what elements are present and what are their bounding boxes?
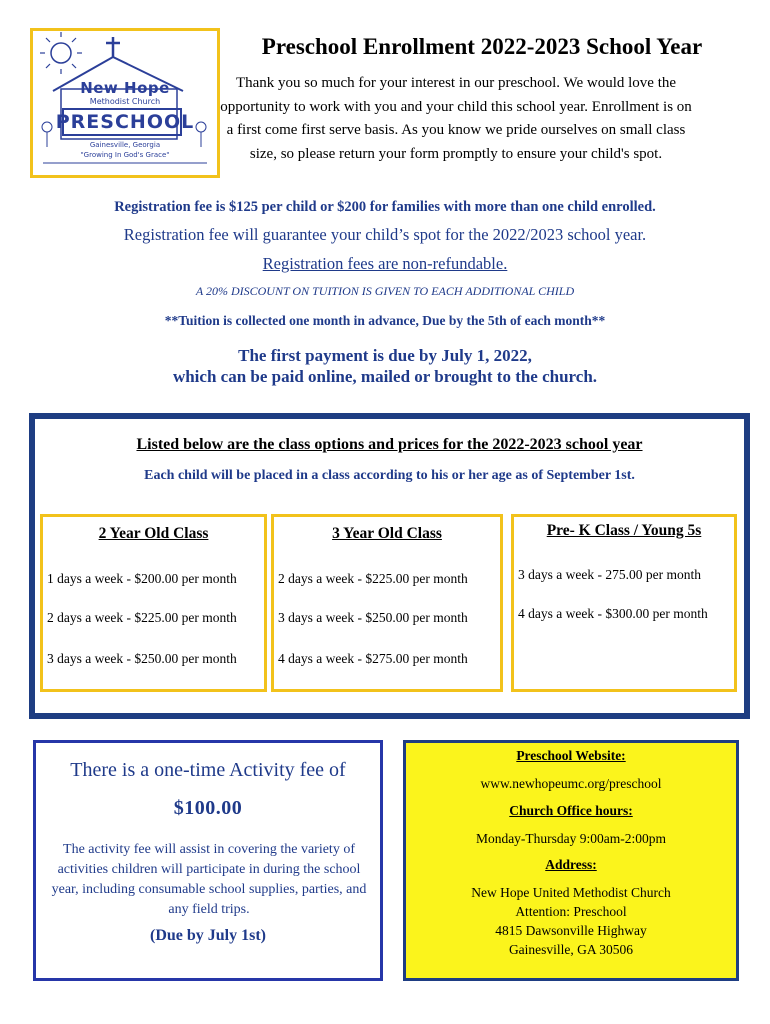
non-refundable-text (0, 254, 770, 274)
class-option-item: 4 days a week - $275.00 per month (278, 651, 468, 666)
first-payment-line2: which can be paid online, mailed or brought to the church. (172, 367, 598, 386)
class-column-title (514, 522, 734, 540)
class-column-title-label: 3 Year Old Class (332, 525, 442, 542)
address-line: Gainesville, GA 30506 (508, 942, 634, 957)
first-payment-line1: The first payment is due by July 1, 2022, (238, 346, 532, 365)
class-option-item: 3 days a week - 275.00 per month (518, 567, 701, 582)
class-column-title (43, 525, 264, 543)
logo-church: Methodist Church (89, 97, 161, 106)
class-option-item: 3 days a week - $250.00 per month (278, 610, 468, 625)
class-options-subheading: Each child will be placed in a class according to his or her age as of September 1st. (144, 468, 635, 483)
contact-info-box (403, 740, 739, 981)
activity-fee-box (33, 740, 383, 981)
logo-location: Gainesville, Georgia (89, 141, 161, 149)
office-hours-label: Church Office hours: (509, 803, 633, 818)
logo-tagline: "Growing In God's Grace" (80, 151, 170, 159)
activity-fee-heading: There is a one-time Activity fee of (70, 759, 346, 781)
website-label: Preschool Website: (516, 748, 626, 763)
logo-preschool: PRESCHOOL (55, 111, 195, 133)
address-line: 4815 Dawsonville Highway (495, 923, 647, 938)
activity-fee-amount: $100.00 (173, 797, 243, 819)
preschool-logo (30, 28, 220, 178)
intro-paragraph: Thank you so much for your interest in our preschool. We would love the opportunity to work with you and your child this school year. Enrollment is on a first come first serve basis. As you know we pride ourselves on small class size, so please return your form promptly to ensure your child's spot. (220, 75, 692, 162)
first-payment-text (0, 345, 770, 387)
class-option-item: 3 days a week - $250.00 per month (47, 651, 237, 666)
class-options-heading (35, 436, 744, 454)
class-column-title (274, 525, 500, 543)
class-option-item: 2 days a week - $225.00 per month (47, 610, 237, 625)
office-hours-value: Monday-Thursday 9:00am-2:00pm (475, 831, 667, 846)
activity-fee-due: (Due by July 1st) (149, 927, 266, 944)
activity-fee-description: The activity fee will assist in covering the variety of activities children will participate in during the school year, including consumable school supplies, parties, and any field trips. (51, 842, 367, 917)
address-line: New Hope United Methodist Church (471, 885, 671, 900)
website-link[interactable]: www.newhopeumc.org/preschool (480, 776, 662, 791)
tuition-text: **Tuition is collected one month in advance, Due by the 5th of each month** (164, 313, 606, 328)
registration-fee-text: Registration fee is $125 per child or $200 for families with more than one child enrolled. (114, 199, 656, 215)
class-column-2-year (40, 514, 267, 692)
class-column-title-label: 2 Year Old Class (98, 525, 209, 542)
logo-name: New Hope (80, 79, 170, 97)
class-options-heading-label: Listed below are the class options and prices for the 2022-2023 school year (136, 436, 643, 453)
page-title: Preschool Enrollment 2022-2023 School Year (261, 34, 703, 59)
address-line: Attention: Preschool (515, 904, 627, 919)
class-column-title-label: Pre- K Class / Young 5s (546, 522, 702, 539)
non-refundable-label: Registration fees are non-refundable. (262, 254, 508, 273)
class-options-box (29, 413, 750, 719)
class-option-item: 1 days a week - $200.00 per month (47, 571, 237, 586)
class-option-item: 2 days a week - $225.00 per month (278, 571, 468, 586)
class-column-3-year (271, 514, 503, 692)
address-label: Address: (545, 857, 597, 872)
class-option-item: 4 days a week - $300.00 per month (518, 606, 708, 621)
class-column-pre-k (511, 514, 737, 692)
registration-guarantee-text: Registration fee will guarantee your child’s spot for the 2022/2023 school year. (123, 225, 647, 244)
discount-text: A 20% DISCOUNT ON TUITION IS GIVEN TO EACH ADDITIONAL CHILD (195, 284, 575, 298)
